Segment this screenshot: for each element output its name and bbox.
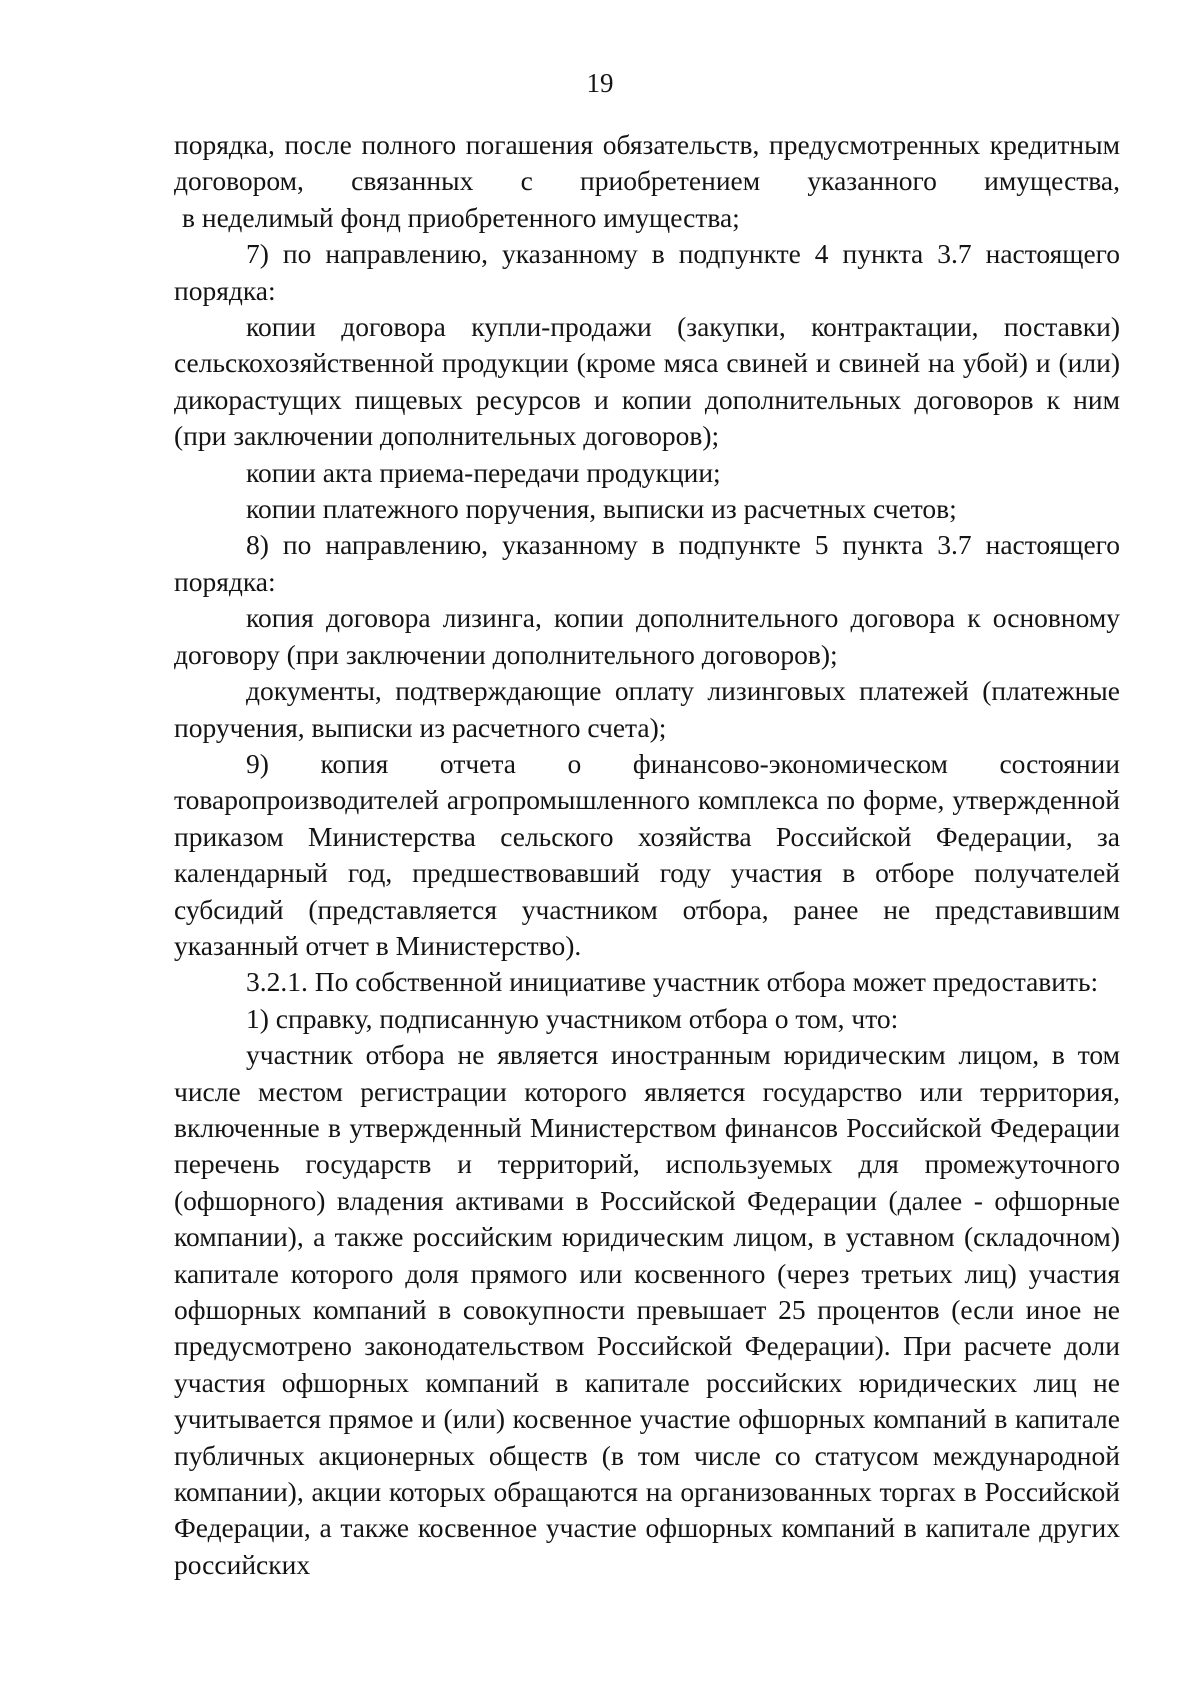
paragraph-leasing-payment-docs: документы, подтверждающие оплату лизинговых платежей (платежные поручения, выписки из расчетного счета); (174, 675, 1120, 743)
paragraph-purchase-contract-copies: копии договора купли-продажи (закупки, контрактации, поставки) сельскохозяйственной продукции (кроме мяса свиней и свиней на убой) и (или) дикорастущих пищевых ресурсов и копии дополнительных договоров к ним (при заключении дополнительных договоров); (174, 311, 1120, 452)
paragraph-section-3-2-1: 3.2.1. По собственной инициативе участник отбора может предоставить: (246, 966, 1099, 998)
paragraph-continuation: порядка, после полного погашения обязательств, предусмотренных кредитным договором, связанных с приобретением указанного имущества, (174, 129, 1120, 197)
document-body (174, 127, 1120, 1583)
paragraph-item-7: 7) по направлению, указанному в подпункте 4 пункта 3.7 настоящего порядка: (174, 238, 1120, 306)
paragraph-item-9: 9) копия отчета о финансово-экономическом состоянии товаропроизводителей агропромышленного комплекса по форме, утвержденной приказом Министерства сельского хозяйства Российской Федерации, за календарный год, предшествовавший году участия в отборе получателей субсидий (представляется участником отбора, ранее не представившим указанный отчет в Министерство). (174, 747, 1120, 961)
paragraph-payment-order-copies: копии платежного поручения, выписки из расчетных счетов; (246, 493, 957, 525)
paragraph-offshore-conditions: участник отбора не является иностранным юридическим лицом, в том числе местом регистрации которого является государство или территория, включенные в утвержденный Министерством финансов Российской Федерации перечень государств и территорий, используемых для промежуточного (офшорного) владения активами в Российской Федерации (далее - офшорные компании), а также российским юридическим лицом, в уставном (складочном) капитале которого доля прямого или косвенного (через третьих лиц) участия офшорных компаний в совокупности превышает 25 процентов (если иное не предусмотрено законодательством Российской Федерации). При расчете доли участия офшорных компаний в капитале российских юридических лиц не учитывается прямое и (или) косвенное участие офшорных компаний в капитале публичных акционерных обществ (в том числе со статусом международной компании), акции которых обращаются на организованных торгах в Российской Федерации, а также косвенное участие офшорных компаний в капитале других российских (174, 1039, 1120, 1580)
paragraph-indivisible-fund: в неделимый фонд приобретенного имущества; (182, 201, 740, 233)
page-number: 19 (586, 68, 614, 98)
paragraph-item-8: 8) по направлению, указанному в подпункте 5 пункта 3.7 настоящего порядка: (174, 529, 1120, 597)
paragraph-certificate-item-1: 1) справку, подписанную участником отбора о том, что: (246, 1002, 899, 1034)
paragraph-transfer-act-copies: копии акта приема-передачи продукции; (246, 456, 721, 488)
paragraph-leasing-contract-copy: копия договора лизинга, копии дополнительного договора к основному договору (при заключении дополнительного договоров); (174, 602, 1120, 670)
